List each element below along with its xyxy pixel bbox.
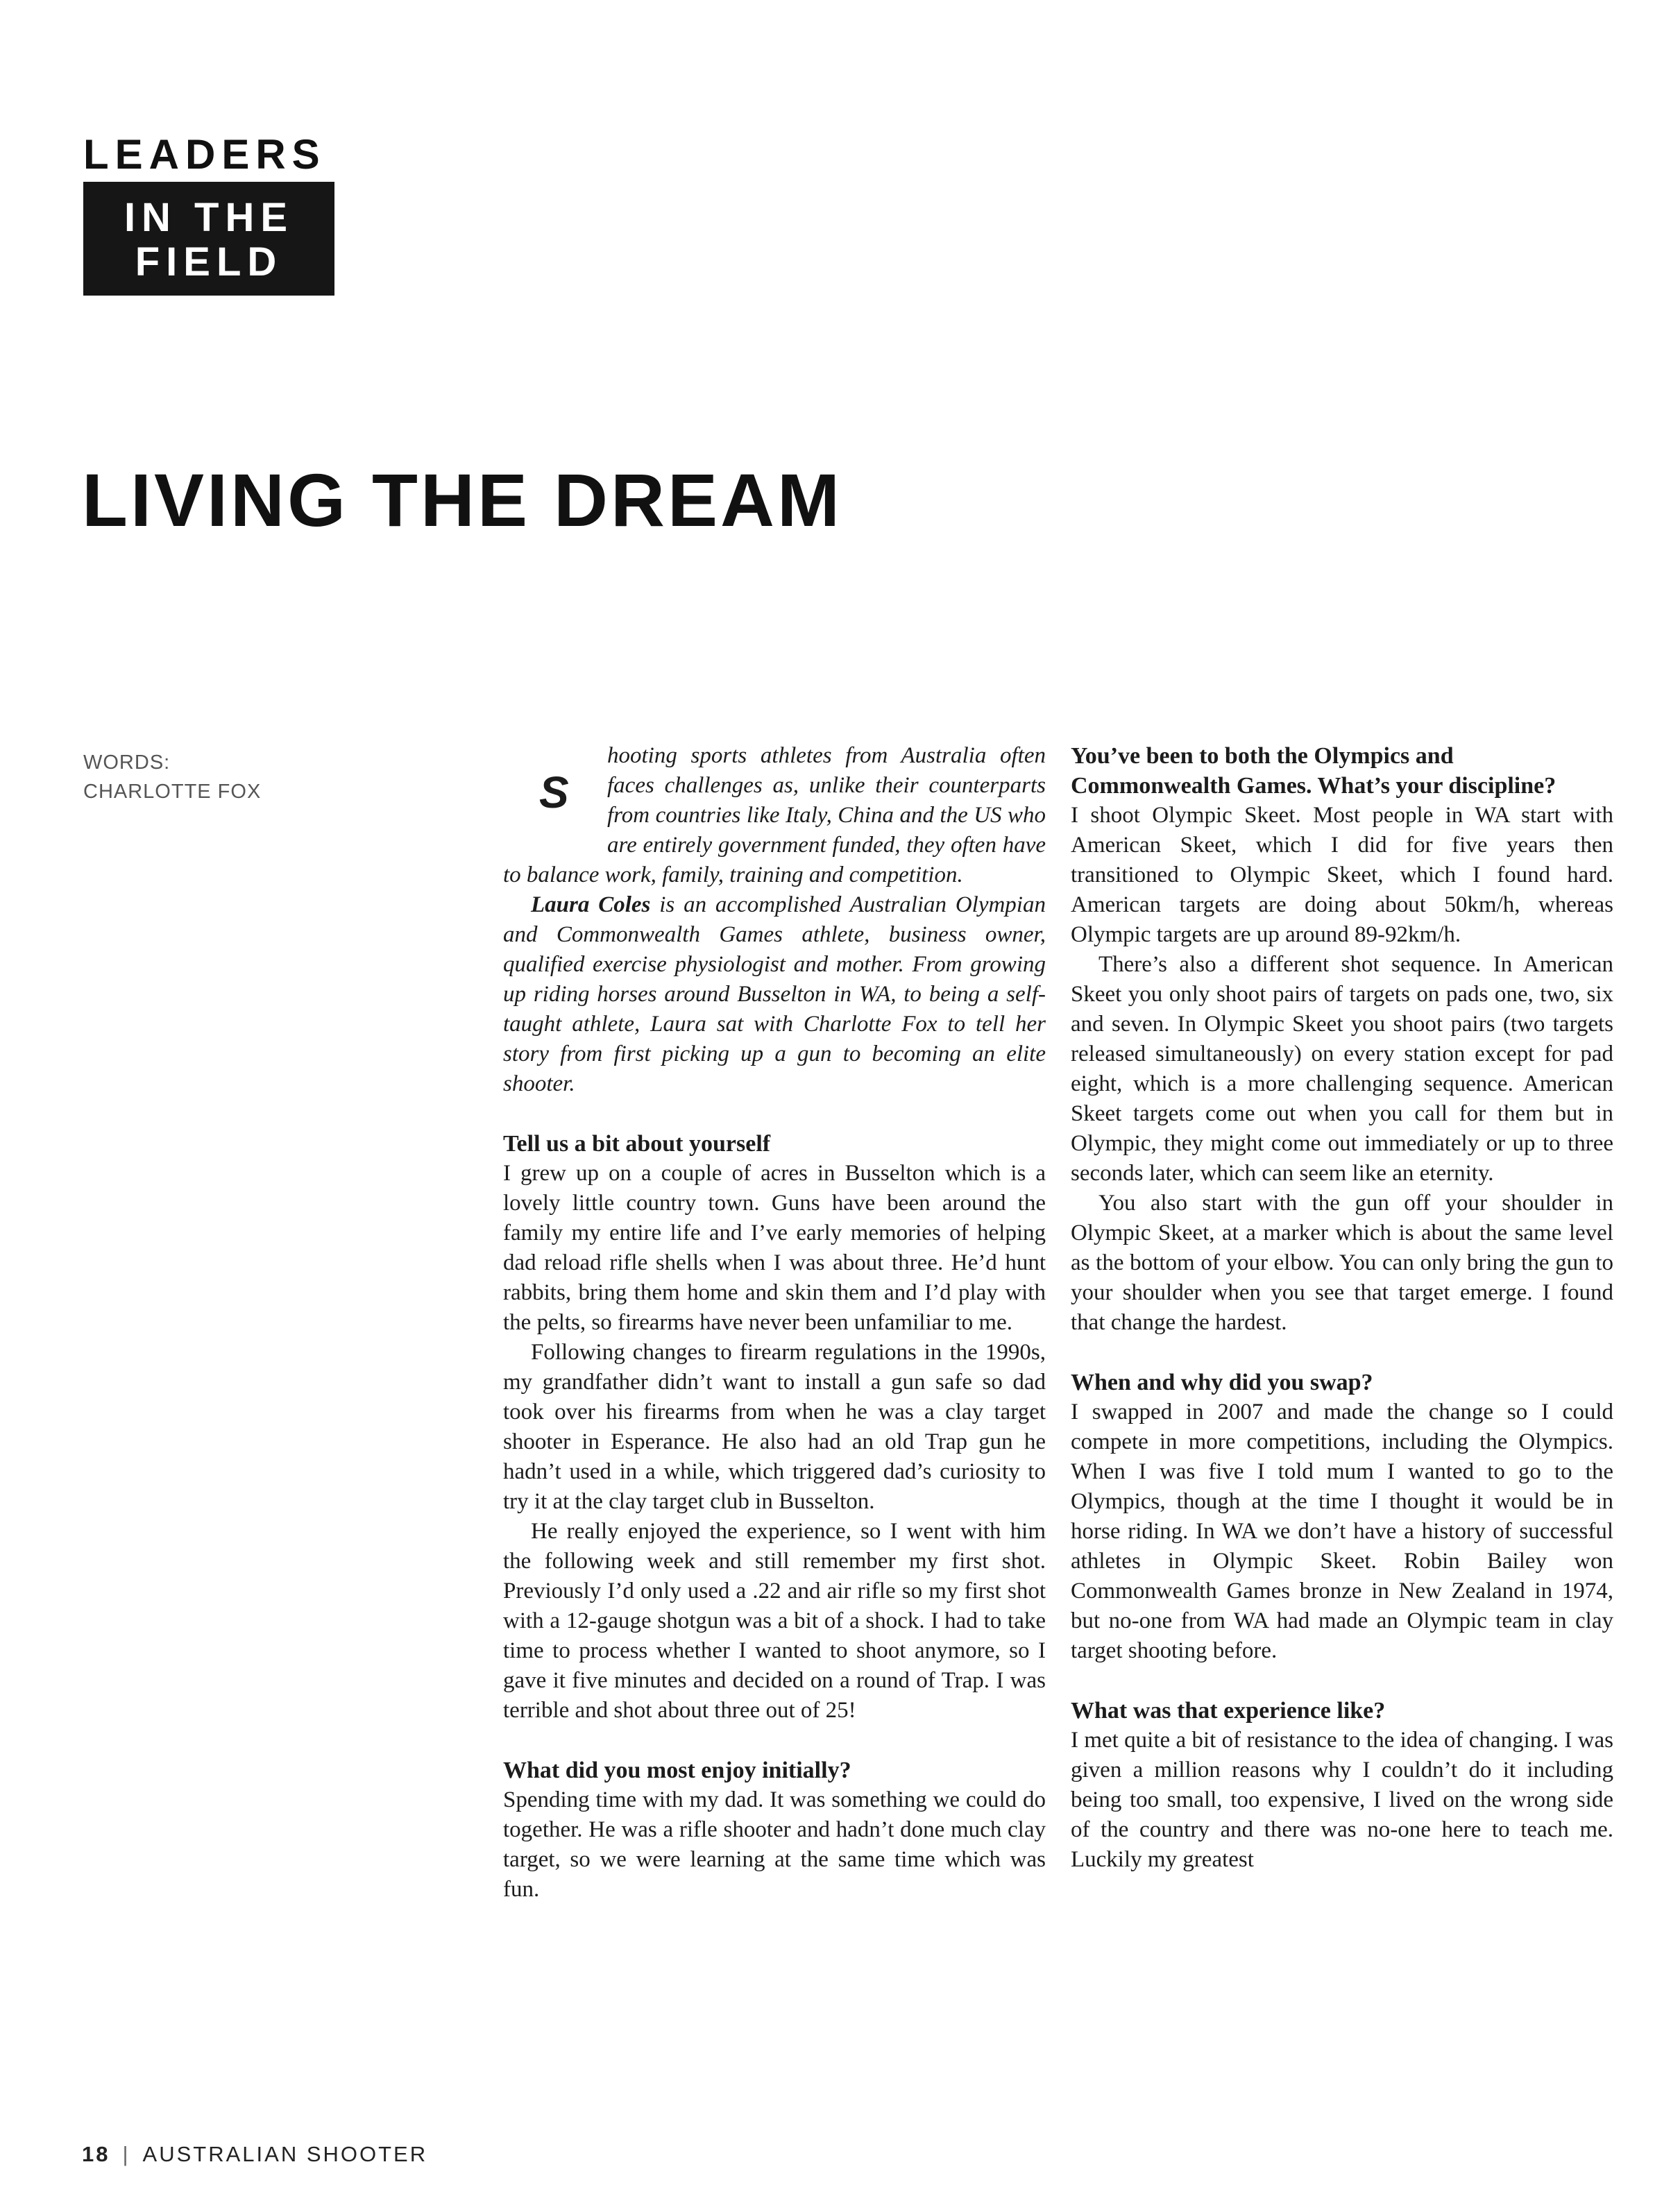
answer-paragraph: I grew up on a couple of acres in Busselton which is a lovely little country town. Guns have been around the family my entire life and I’ve early memories of helping dad reload rifle shells when I was about three. He’d hunt rabbits, bring them home and skin them and I’d play with the pelts, so firearms have never been unfamiliar to me. — [503, 1161, 1046, 1335]
article-headline: LIVING THE DREAM — [82, 458, 843, 542]
answer-paragraph: He really enjoyed the experience, so I went with him the following week and still remember my first shot. Previously I’d only used a .22 and air rifle so my first shot with a 12-gauge shotgun was a bit of a shock. I had to take time to process whether I wanted to shoot anymore, so I gave it five minutes and decided on a round of Trap. I was terrible and shot about three out of 25! — [503, 1519, 1046, 1723]
article-column-middle — [503, 741, 1046, 1905]
byline-label: WORDS: — [83, 751, 171, 774]
subject-name: Laura Coles — [531, 892, 651, 917]
section-logo-field: FIELD — [135, 239, 283, 284]
footer-separator: | — [122, 2142, 130, 2166]
article-intro — [503, 741, 1046, 1099]
answer-paragraph: There’s also a different shot sequence. In American Skeet you only shoot pairs of targets on pads one, two, six and seven. In Olympic Skeet you shoot pairs (two targets released simultaneously) on every station except for pad eight, which is a more challenging sequence. American Skeet targets come out when you call for them but in Olympic, they might come out immediately or up to three seconds later, which can seem like an eternity. — [1071, 952, 1613, 1186]
intro-paragraph-2-text: is an accomplished Australian Olympian and Commonwealth Games athlete, business owner, qualified exercise physiologist and mother. From growing up riding horses around Busselton in WA, to being a self-taught athlete, Laura sat with Charlotte Fox to tell her story from first picking up a gun to becoming an elite shooter. — [503, 892, 1046, 1096]
answer-paragraph: You also start with the gun off your shoulder in Olympic Skeet, at a marker which is about the same level as the bottom of your elbow. You can only bring the gun to your shoulder when you see that target emerge. I found that change the hardest. — [1071, 1191, 1613, 1335]
section-logo-in-the: IN THE — [124, 195, 294, 240]
intro-paragraph-2 — [503, 890, 1046, 1099]
question-heading: What was that experience like? — [1071, 1698, 1386, 1724]
answer-paragraph: I met quite a bit of resistance to the idea of changing. I was given a million reasons why I couldn’t do it including being too small, too expensive, I lived on the wrong side of the country and there was no-one here to teach me. Luckily my greatest — [1071, 1728, 1613, 1872]
magazine-name: AUSTRALIAN SHOOTER — [142, 2142, 428, 2166]
answer-paragraph: I shoot Olympic Skeet. Most people in WA start with American Skeet, which I did for five years then transitioned to Olympic Skeet, which I found hard. American targets are doing about 50km/h, whereas Olympic targets are up around 89-92km/h. — [1071, 803, 1613, 947]
intro-paragraph-1: hooting sports athletes from Australia often faces challenges as, unlike their counterparts from countries like Italy, China and the US who are entirely government funded, they often have to balance work, family, training and competition. — [503, 743, 1046, 887]
section-logo-leaders: LEADERS — [83, 131, 326, 178]
byline — [83, 748, 261, 806]
answer-paragraph: Spending time with my dad. It was something we could do together. He was a rifle shooter and hadn’t done much clay target, so we were learning at the same time which was fun. — [503, 1787, 1046, 1902]
drop-cap: S — [539, 767, 569, 817]
page-footer — [82, 2142, 427, 2167]
question-heading: You’ve been to both the Olympics and Commonwealth Games. What’s your discipline? — [1071, 743, 1556, 799]
question-heading: Tell us a bit about yourself — [503, 1131, 771, 1157]
byline-author: CHARLOTTE FOX — [83, 781, 262, 803]
section-logo-box — [83, 182, 334, 296]
question-heading: When and why did you swap? — [1071, 1370, 1373, 1395]
question-heading: What did you most enjoy initially? — [503, 1758, 851, 1783]
page-number: 18 — [82, 2142, 110, 2166]
answer-paragraph: Following changes to firearm regulations in the 1990s, my grandfather didn’t want to install a gun safe so dad took over his firearms from when he was a clay target shooter in Esperance. He also had an old Trap gun he hadn’t used in a while, which triggered dad’s curiosity to try it at the clay target club in Busselton. — [503, 1340, 1046, 1514]
answer-paragraph: I swapped in 2007 and made the change so I could compete in more competitions, including the Olympics. When I was five I told mum I wanted to go to the Olympics, though at the time I thought it would be in horse riding. In WA we don’t have a history of successful athletes in Olympic Skeet. Robin Bailey won Commonwealth Games bronze in New Zealand in 1974, but no-one from WA had made an Olympic team in clay target shooting before. — [1071, 1399, 1613, 1663]
article-column-right — [1071, 741, 1613, 1875]
